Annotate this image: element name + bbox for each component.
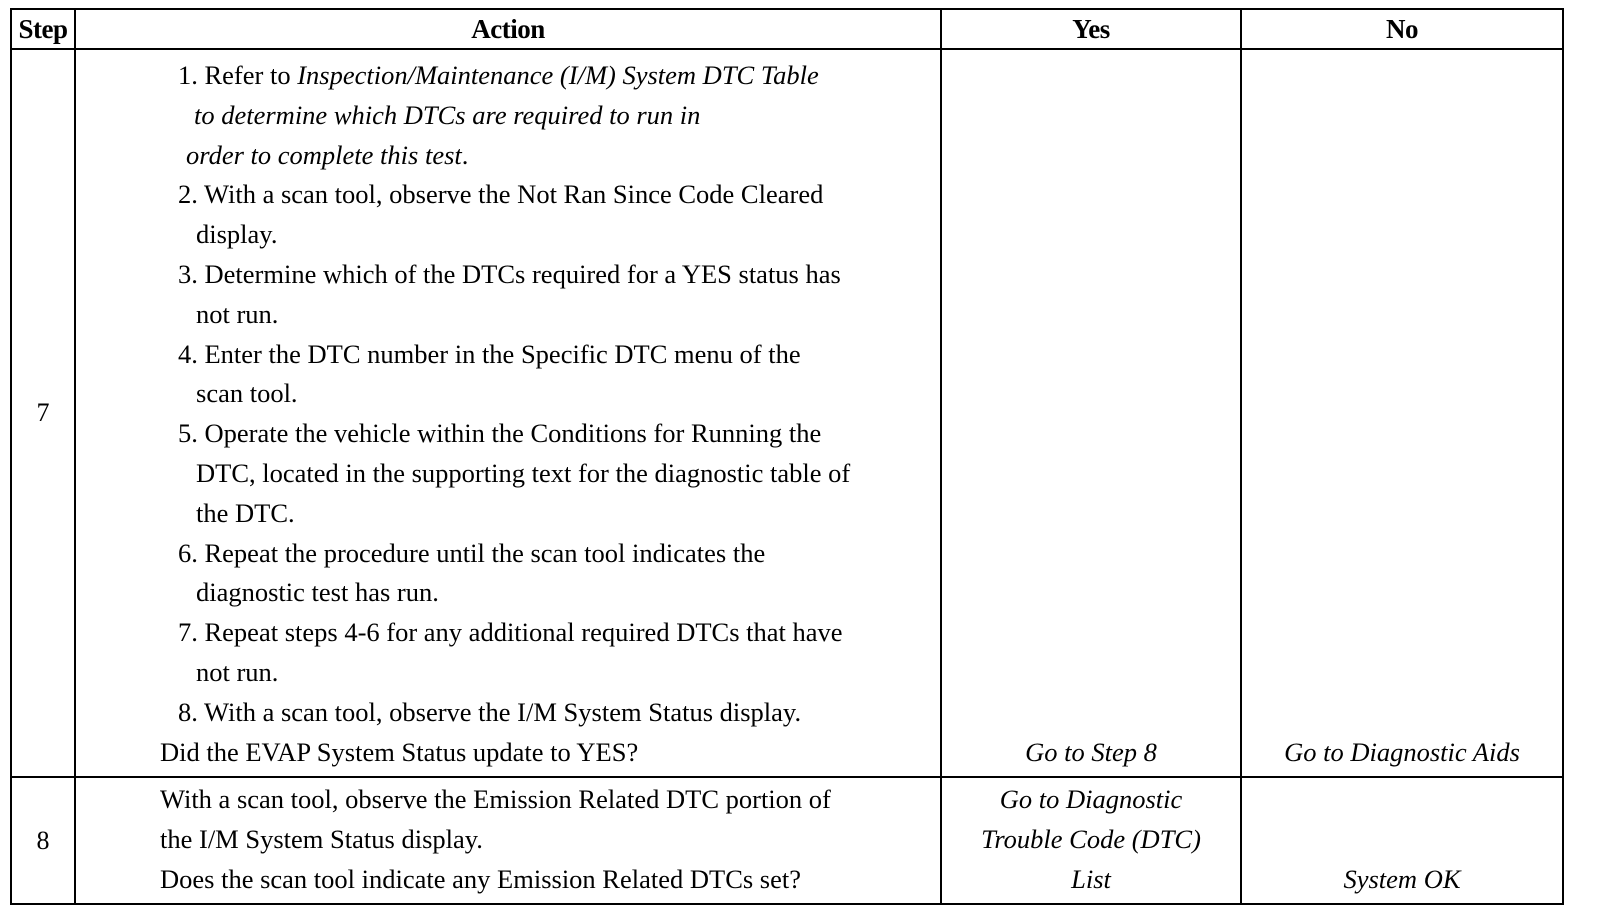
action-line: the DTC. [196, 497, 295, 528]
action-line: display. [196, 219, 278, 250]
header-yes: Yes [941, 9, 1241, 49]
diagnostic-table [10, 8, 1564, 905]
action-line: not run. [196, 298, 279, 329]
header-row [11, 9, 1563, 49]
no-result: Go to Diagnostic Aids [1241, 49, 1563, 777]
action-line: 6. Repeat the procedure until the scan tool indicates the [178, 537, 766, 568]
yes-result: Go to Diagnostic Trouble Code (DTC) List [941, 777, 1241, 903]
header-step: Step [11, 9, 75, 49]
action-line: diagnostic test has run. [196, 577, 439, 608]
action-question: Did the EVAP System Status update to YES? [160, 736, 639, 767]
action-line: With a scan tool, observe the Emission Related DTC portion of [160, 784, 831, 815]
action-line: the I/M System Status display. [160, 824, 483, 855]
action-line: 3. Determine which of the DTCs required for a YES status has [178, 258, 841, 289]
table-row-step-8 [11, 777, 1563, 903]
action-cell [75, 49, 941, 777]
step-number: 8 [11, 777, 75, 903]
step-number: 7 [11, 49, 75, 777]
action-line: 4. Enter the DTC number in the Specific DTC menu of the [178, 338, 801, 369]
action-line: not run. [196, 656, 279, 687]
action-line: 2. With a scan tool, observe the Not Ran Since Code Cleared [178, 179, 824, 210]
action-line: 8. With a scan tool, observe the I/M System Status display. [178, 696, 802, 727]
action-line: order to complete this test. [186, 139, 469, 170]
action-line: 5. Operate the vehicle within the Conditions for Running the [178, 418, 822, 449]
action-line: 1. Refer to Inspection/Maintenance (I/M) System DTC Table [178, 60, 819, 90]
header-no: No [1241, 9, 1563, 49]
yes-result: Go to Step 8 [941, 49, 1241, 777]
action-line: to determine which DTCs are required to run in [194, 99, 701, 130]
diagnostic-table-container [10, 8, 1564, 905]
action-question: Does the scan tool indicate any Emission Related DTCs set? [160, 863, 802, 894]
action-line: scan tool. [196, 378, 298, 409]
action-line: 7. Repeat steps 4-6 for any additional required DTCs that have [178, 617, 843, 648]
header-action: Action [75, 9, 941, 49]
action-line: DTC, located in the supporting text for the diagnostic table of [196, 457, 851, 488]
table-row-step-7 [11, 49, 1563, 777]
no-result: System OK [1241, 777, 1563, 903]
action-cell [75, 777, 941, 903]
